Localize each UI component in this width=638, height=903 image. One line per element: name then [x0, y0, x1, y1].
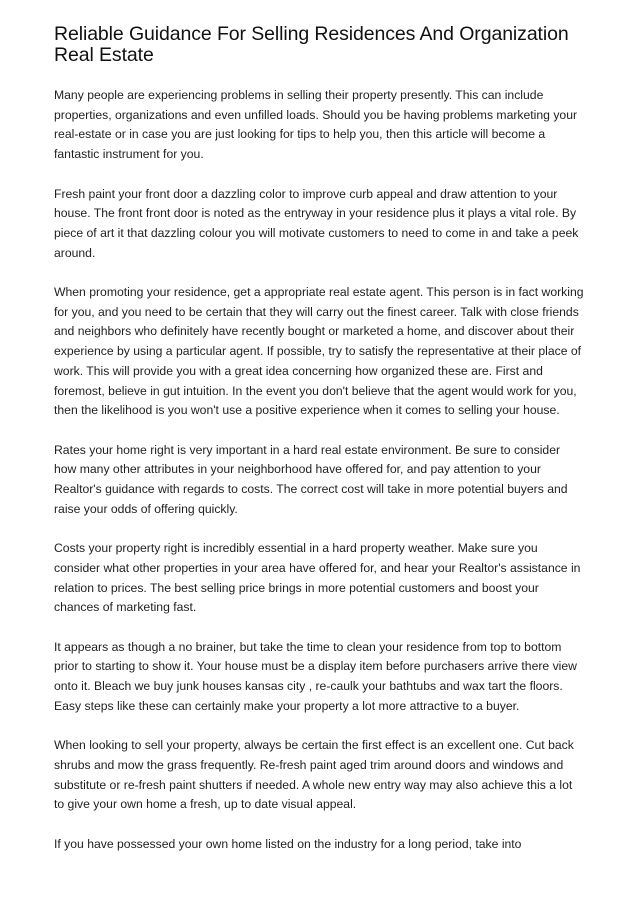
- paragraph-6: It appears as though a no brainer, but take the time to clean your residence from top to bottom prior to starting to show it. Your house must be a display item before purchasers arrive there view onto it. Bleach we buy junk houses kansas city , re-caulk your bathtubs and wax tart the floors. Easy steps like these can certainly make your property a lot more attractive to a buyer.: [54, 639, 577, 713]
- paragraph-2: Fresh paint your front door a dazzling color to improve curb appeal and draw attention to your house. The front front door is noted as the entryway in your residence plus it plays a vital role. By piece of art it that dazzling colour you will motivate customers to need to come in and take a peek around.: [54, 186, 579, 260]
- paragraph-3: When promoting your residence, get a appropriate real estate agent. This person is in fact working for you, and you need to be certain that they will carry out the finest career. Talk with close friends and neighbors who definitely have recently bought or marketed a home, and discover about their experience by using a particular agent. If possible, try to satisfy the representative at their place of work. This will provide you with a great idea concerning how organized these are. First and foremost, believe in gut intuition. In the event you don't believe that the agent would work for you, then the likelihood is you won't use a positive experience when it comes to selling your house.: [54, 285, 584, 418]
- paragraph-8: If you have possessed your own home listed on the industry for a long period, take into: [54, 836, 522, 851]
- document-page: [54, 24, 584, 874]
- paragraph-4: Rates your home right is very important in a hard real estate environment. Be sure to consider how many other attributes in your neighborhood have offered for, and pay attention to your Realtor's guidance with regards to costs. The correct cost will take in more potential buyers and raise your odds of offering quickly.: [54, 442, 568, 516]
- paragraph-5: Costs your property right is incredibly essential in a hard property weather. Make sure you consider what other properties in your area have offered for, and hear your Realtor's assistance in relation to prices. The best selling price brings in more potential customers and boost your chances of marketing fast.: [54, 541, 581, 615]
- document-title: Reliable Guidance For Selling Residences And Organization Real Estate: [54, 23, 569, 66]
- paragraph-7: When looking to sell your property, always be certain the first effect is an excellent one. Cut back shrubs and mow the grass frequently. Re-fresh paint aged trim around doors and windows and substitute or re-fresh paint shutters if needed. A whole new entry way may also achieve this a lot to give your own home a fresh, up to date visual appeal.: [54, 738, 574, 812]
- paragraph-1: Many people are experiencing problems in selling their property presently. This can include properties, organizations and even unfilled loads. Should you be having problems marketing your real-estate or in case you are just looking for tips to help you, then this article will become a fantastic instrument for you.: [54, 88, 578, 162]
